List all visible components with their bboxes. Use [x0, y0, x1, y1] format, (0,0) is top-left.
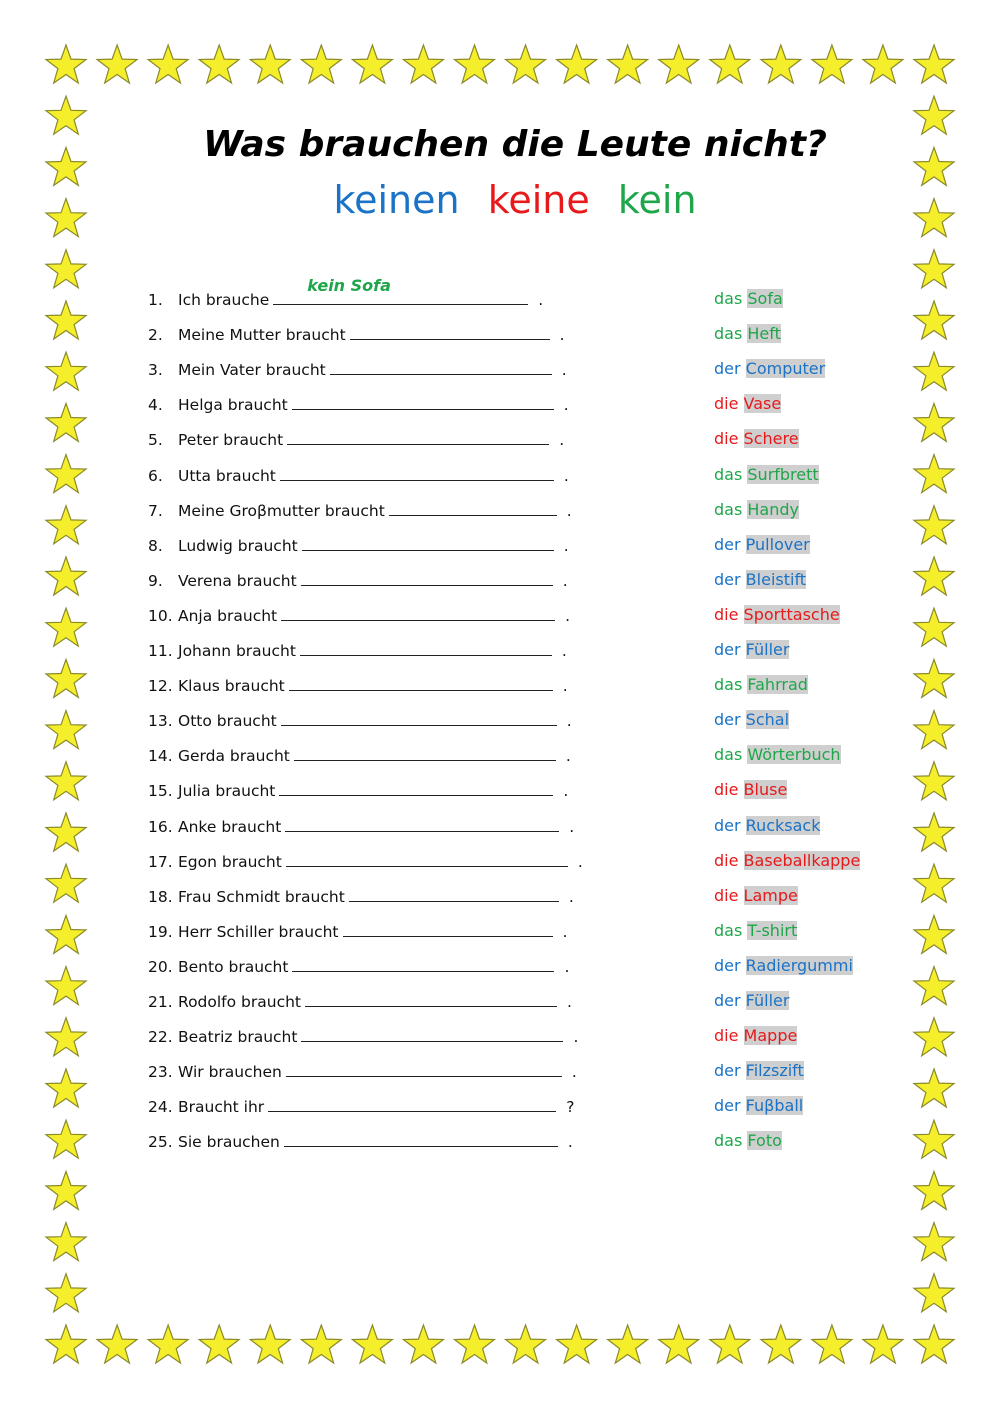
- noun-word: Foto: [747, 1131, 782, 1150]
- exercise-row: [148, 676, 568, 706]
- row-number: 10.: [148, 607, 173, 625]
- star-icon: [97, 45, 137, 83]
- noun-word: Vase: [743, 394, 782, 413]
- exercise-row: [148, 922, 567, 952]
- noun-word: Lampe: [743, 886, 798, 905]
- noun-article: das: [714, 921, 743, 940]
- star-icon: [46, 352, 86, 390]
- row-subject: Wir brauchen: [178, 1063, 282, 1081]
- row-punctuation: .: [563, 537, 569, 555]
- noun-hint: [712, 675, 810, 699]
- answer-blank[interactable]: [286, 1062, 562, 1077]
- answer-blank[interactable]: [281, 606, 555, 621]
- noun-word: Heft: [747, 324, 781, 343]
- star-icon: [46, 915, 86, 953]
- row-number: 6.: [148, 467, 163, 485]
- row-punctuation: .: [562, 572, 568, 590]
- star-icon: [506, 45, 546, 83]
- noun-word: Baseballkappe: [743, 851, 861, 870]
- star-icon: [914, 762, 954, 800]
- star-icon: [914, 1325, 954, 1363]
- noun-word: Schere: [743, 429, 799, 448]
- row-number: 2.: [148, 326, 163, 344]
- row-punctuation: ?: [566, 1098, 575, 1116]
- star-icon: [403, 45, 443, 83]
- exercise-row: [148, 1132, 573, 1162]
- star-icon: [557, 1325, 597, 1363]
- star-icon: [148, 1325, 188, 1363]
- example-answer: kein Sofa: [303, 276, 395, 295]
- row-punctuation: .: [559, 431, 565, 449]
- star-icon: [914, 608, 954, 646]
- answer-blank[interactable]: [305, 992, 557, 1007]
- star-icon: [46, 1171, 86, 1209]
- row-subject: Herr Schiller braucht: [178, 923, 339, 941]
- row-punctuation: .: [563, 467, 569, 485]
- row-subject: Ludwig braucht: [178, 537, 298, 555]
- row-subject: Sie brauchen: [178, 1133, 280, 1151]
- exercise-row: [148, 395, 569, 425]
- star-icon: [914, 1069, 954, 1107]
- star-icon: [914, 1223, 954, 1261]
- exercise-row: [148, 852, 583, 882]
- noun-article: die: [714, 1026, 739, 1045]
- row-number: 16.: [148, 818, 173, 836]
- row-number: 15.: [148, 782, 173, 800]
- star-icon: [812, 1325, 852, 1363]
- noun-hint: [712, 1061, 806, 1085]
- row-subject: Ich brauche: [178, 291, 270, 309]
- star-icon: [710, 1325, 750, 1363]
- star-icon: [46, 1325, 86, 1363]
- row-subject: Anke braucht: [178, 818, 282, 836]
- noun-article: der: [714, 640, 741, 659]
- star-icon: [914, 915, 954, 953]
- answer-blank[interactable]: [287, 430, 549, 445]
- star-icon: [659, 1325, 699, 1363]
- noun-article: das: [714, 500, 743, 519]
- answer-blank[interactable]: [301, 571, 553, 586]
- row-number: 7.: [148, 502, 163, 520]
- noun-article: der: [714, 991, 741, 1010]
- row-punctuation: .: [564, 958, 570, 976]
- noun-word: Füller: [745, 991, 790, 1010]
- exercise-row: [148, 501, 572, 531]
- star-icon: [46, 864, 86, 902]
- star-icon: [199, 1325, 239, 1363]
- row-punctuation: .: [561, 361, 567, 379]
- row-number: 21.: [148, 993, 173, 1011]
- row-subject: Otto braucht: [178, 712, 277, 730]
- star-icon: [46, 659, 86, 697]
- noun-word: Wörterbuch: [747, 745, 841, 764]
- row-punctuation: .: [571, 1063, 577, 1081]
- noun-word: Fuβball: [745, 1096, 804, 1115]
- noun-hint: [712, 851, 862, 875]
- star-icon: [46, 455, 86, 493]
- star-icon: [455, 45, 495, 83]
- row-subject: Helga braucht: [178, 396, 288, 414]
- row-punctuation: .: [566, 712, 572, 730]
- exercise-row: [148, 325, 565, 355]
- noun-hint: [712, 570, 808, 594]
- answer-blank[interactable]: [289, 676, 553, 691]
- row-punctuation: .: [573, 1028, 579, 1046]
- star-icon: [914, 455, 954, 493]
- star-icon: [46, 1274, 86, 1312]
- star-icon: [659, 45, 699, 83]
- noun-word: Bluse: [743, 780, 788, 799]
- answer-blank[interactable]: [301, 1027, 563, 1042]
- noun-word: Handy: [747, 500, 799, 519]
- row-number: 12.: [148, 677, 173, 695]
- star-icon: [914, 250, 954, 288]
- star-icon: [352, 1325, 392, 1363]
- noun-word: Bleistift: [745, 570, 807, 589]
- star-icon: [914, 352, 954, 390]
- star-icon: [46, 967, 86, 1005]
- noun-hint: [712, 465, 821, 489]
- star-icon: [46, 506, 86, 544]
- noun-hint: [712, 605, 842, 629]
- row-subject: Verena braucht: [178, 572, 297, 590]
- exercise-row: [148, 536, 569, 566]
- noun-word: Fahrrad: [747, 675, 808, 694]
- answer-blank[interactable]: [285, 817, 559, 832]
- noun-hint: [712, 956, 855, 980]
- noun-article: der: [714, 710, 741, 729]
- noun-article: die: [714, 780, 739, 799]
- star-icon: [914, 1274, 954, 1312]
- row-punctuation: .: [567, 993, 572, 1011]
- star-icon: [46, 45, 86, 83]
- exercise-row: [148, 1097, 574, 1127]
- exercise-row: [148, 606, 570, 636]
- noun-hint: [712, 780, 789, 804]
- row-number: 22.: [148, 1028, 173, 1046]
- star-icon: [46, 301, 86, 339]
- answer-blank[interactable]: [302, 536, 554, 551]
- star-icon: [914, 864, 954, 902]
- row-subject: Anja braucht: [178, 607, 278, 625]
- row-subject: Frau Schmidt braucht: [178, 888, 345, 906]
- star-icon: [455, 1325, 495, 1363]
- noun-hint: [712, 640, 791, 664]
- answer-blank[interactable]: [350, 325, 550, 340]
- noun-article: die: [714, 394, 739, 413]
- star-icon: [301, 45, 341, 83]
- noun-hint: [712, 500, 801, 524]
- star-icon: [914, 711, 954, 749]
- star-icon: [46, 1223, 86, 1261]
- star-icon: [506, 1325, 546, 1363]
- row-number: 4.: [148, 396, 163, 414]
- row-subject: Utta braucht: [178, 467, 276, 485]
- star-icon: [914, 1018, 954, 1056]
- star-icon: [863, 45, 903, 83]
- noun-hint: [712, 816, 822, 840]
- noun-hint: [712, 1096, 805, 1120]
- answer-blank[interactable]: [343, 922, 553, 937]
- row-number: 9.: [148, 572, 163, 590]
- exercise-row: [148, 957, 569, 987]
- star-icon: [914, 301, 954, 339]
- answer-blank[interactable]: [292, 395, 554, 410]
- noun-word: T-shirt: [747, 921, 798, 940]
- star-icon: [46, 711, 86, 749]
- row-number: 13.: [148, 712, 173, 730]
- noun-article: das: [714, 465, 743, 484]
- row-subject: Bento braucht: [178, 958, 289, 976]
- star-icon: [914, 45, 954, 83]
- noun-hint: [712, 394, 783, 418]
- answer-blank[interactable]: [389, 501, 557, 516]
- star-icon: [914, 403, 954, 441]
- row-subject: Braucht ihr: [178, 1098, 265, 1116]
- row-punctuation: .: [577, 853, 583, 871]
- row-subject: Egon braucht: [178, 853, 282, 871]
- noun-article: der: [714, 1096, 741, 1115]
- row-subject: Beatriz braucht: [178, 1028, 298, 1046]
- answer-blank[interactable]: [292, 957, 554, 972]
- noun-hint: [712, 289, 785, 313]
- star-icon: [46, 762, 86, 800]
- star-icon: [352, 45, 392, 83]
- star-icon: [301, 1325, 341, 1363]
- noun-hint: [712, 991, 791, 1015]
- article-kein: kein: [617, 178, 697, 222]
- star-icon: [97, 1325, 137, 1363]
- row-subject: Meine Mutter braucht: [178, 326, 346, 344]
- exercise-row: [148, 781, 568, 811]
- star-icon: [46, 608, 86, 646]
- exercise-row: [148, 887, 574, 917]
- article-keine: keine: [487, 178, 590, 222]
- row-number: 14.: [148, 747, 173, 765]
- star-icon: [557, 45, 597, 83]
- row-subject: Meine Groβmutter braucht: [178, 502, 385, 520]
- noun-article: die: [714, 429, 739, 448]
- answer-blank[interactable]: [280, 466, 554, 481]
- exercise-row: [148, 641, 567, 671]
- exercise-row: [148, 1062, 577, 1092]
- star-icon: [403, 1325, 443, 1363]
- noun-hint: [712, 1131, 784, 1155]
- row-punctuation: .: [565, 607, 571, 625]
- row-punctuation: .: [562, 677, 568, 695]
- exercise-row: [148, 430, 564, 460]
- star-icon: [863, 1325, 903, 1363]
- exercise-row: [148, 360, 567, 390]
- star-icon: [148, 45, 188, 83]
- row-punctuation: .: [562, 923, 568, 941]
- row-number: 5.: [148, 431, 163, 449]
- row-punctuation: .: [565, 747, 571, 765]
- noun-word: Sofa: [747, 289, 783, 308]
- star-icon: [199, 45, 239, 83]
- noun-word: Pullover: [745, 535, 810, 554]
- answer-blank[interactable]: [284, 1132, 558, 1147]
- exercise-row: [148, 817, 574, 847]
- answer-blank[interactable]: [349, 887, 559, 902]
- noun-hint: [712, 1026, 799, 1050]
- row-punctuation: .: [561, 642, 567, 660]
- noun-article: die: [714, 851, 739, 870]
- star-icon: [46, 1120, 86, 1158]
- row-punctuation: .: [563, 396, 569, 414]
- article-legend: [0, 178, 1000, 222]
- star-icon: [914, 1120, 954, 1158]
- star-icon: [761, 1325, 801, 1363]
- noun-hint: [712, 710, 791, 734]
- noun-word: Schal: [745, 710, 790, 729]
- row-number: 1.: [148, 291, 163, 309]
- row-subject: Gerda braucht: [178, 747, 290, 765]
- noun-word: Mappe: [743, 1026, 798, 1045]
- star-icon: [914, 813, 954, 851]
- noun-hint: [712, 324, 783, 348]
- star-icon: [812, 45, 852, 83]
- row-number: 25.: [148, 1133, 173, 1151]
- star-icon: [250, 1325, 290, 1363]
- star-icon: [914, 557, 954, 595]
- star-icon: [46, 1069, 86, 1107]
- row-number: 23.: [148, 1063, 173, 1081]
- star-icon: [608, 45, 648, 83]
- row-subject: Rodolfo braucht: [178, 993, 302, 1011]
- answer-blank[interactable]: [294, 746, 556, 761]
- row-number: 11.: [148, 642, 173, 660]
- answer-blank[interactable]: [330, 360, 552, 375]
- answer-blank[interactable]: [286, 852, 568, 867]
- noun-hint: [712, 886, 800, 910]
- star-icon: [608, 1325, 648, 1363]
- noun-article: der: [714, 570, 741, 589]
- noun-word: Computer: [745, 359, 826, 378]
- row-number: 20.: [148, 958, 173, 976]
- noun-article: die: [714, 605, 739, 624]
- exercise-row: [148, 466, 569, 496]
- row-number: 8.: [148, 537, 163, 555]
- star-icon: [46, 250, 86, 288]
- row-number: 17.: [148, 853, 173, 871]
- star-icon: [46, 557, 86, 595]
- star-icon: [914, 659, 954, 697]
- row-number: 3.: [148, 361, 163, 379]
- answer-blank[interactable]: [273, 276, 528, 305]
- answer-blank[interactable]: [300, 641, 552, 656]
- star-icon: [46, 1018, 86, 1056]
- row-punctuation: .: [563, 782, 569, 800]
- row-punctuation: .: [559, 326, 565, 344]
- noun-article: der: [714, 816, 741, 835]
- star-icon: [914, 506, 954, 544]
- noun-hint: [712, 535, 812, 559]
- noun-article: das: [714, 745, 743, 764]
- row-subject: Peter braucht: [178, 431, 284, 449]
- star-icon: [46, 813, 86, 851]
- row-subject: Klaus braucht: [178, 677, 285, 695]
- row-number: 19.: [148, 923, 173, 941]
- noun-hint: [712, 921, 799, 945]
- row-subject: Johann braucht: [178, 642, 296, 660]
- article-keinen: keinen: [333, 178, 460, 222]
- row-punctuation: .: [568, 888, 574, 906]
- exercise-row: [148, 746, 571, 776]
- star-icon: [46, 403, 86, 441]
- noun-word: Sporttasche: [743, 605, 840, 624]
- noun-hint: [712, 429, 801, 453]
- noun-article: die: [714, 886, 739, 905]
- noun-article: der: [714, 535, 741, 554]
- star-icon: [914, 1171, 954, 1209]
- noun-article: das: [714, 289, 743, 308]
- noun-word: Rucksack: [745, 816, 821, 835]
- exercise-row: [148, 711, 572, 741]
- row-punctuation: .: [566, 502, 572, 520]
- noun-hint: [712, 745, 843, 769]
- star-icon: [761, 45, 801, 83]
- star-icon: [250, 45, 290, 83]
- row-punctuation: .: [567, 1133, 573, 1151]
- row-number: 18.: [148, 888, 173, 906]
- exercise-row: [148, 571, 568, 601]
- star-icon: [710, 45, 750, 83]
- exercise-row: [148, 1027, 578, 1057]
- noun-word: Radiergummi: [745, 956, 853, 975]
- answer-blank[interactable]: [268, 1097, 556, 1112]
- noun-article: der: [714, 956, 741, 975]
- noun-article: der: [714, 359, 741, 378]
- noun-article: das: [714, 1131, 743, 1150]
- row-subject: Julia braucht: [178, 782, 276, 800]
- row-subject: Mein Vater braucht: [178, 361, 326, 379]
- noun-hint: [712, 359, 827, 383]
- exercise-row: [148, 992, 572, 1022]
- noun-article: der: [714, 1061, 741, 1080]
- page-title: Was brauchen die Leute nicht?: [203, 124, 827, 165]
- noun-article: das: [714, 675, 743, 694]
- row-number: 24.: [148, 1098, 173, 1116]
- noun-word: Füller: [745, 640, 790, 659]
- exercise-row: [148, 276, 544, 320]
- row-punctuation: .: [538, 291, 544, 309]
- noun-word: Surfbrett: [747, 465, 819, 484]
- noun-article: das: [714, 324, 743, 343]
- noun-word: Filzszift: [745, 1061, 804, 1080]
- answer-blank[interactable]: [281, 711, 557, 726]
- star-icon: [914, 967, 954, 1005]
- row-punctuation: .: [569, 818, 575, 836]
- answer-blank[interactable]: [279, 781, 553, 796]
